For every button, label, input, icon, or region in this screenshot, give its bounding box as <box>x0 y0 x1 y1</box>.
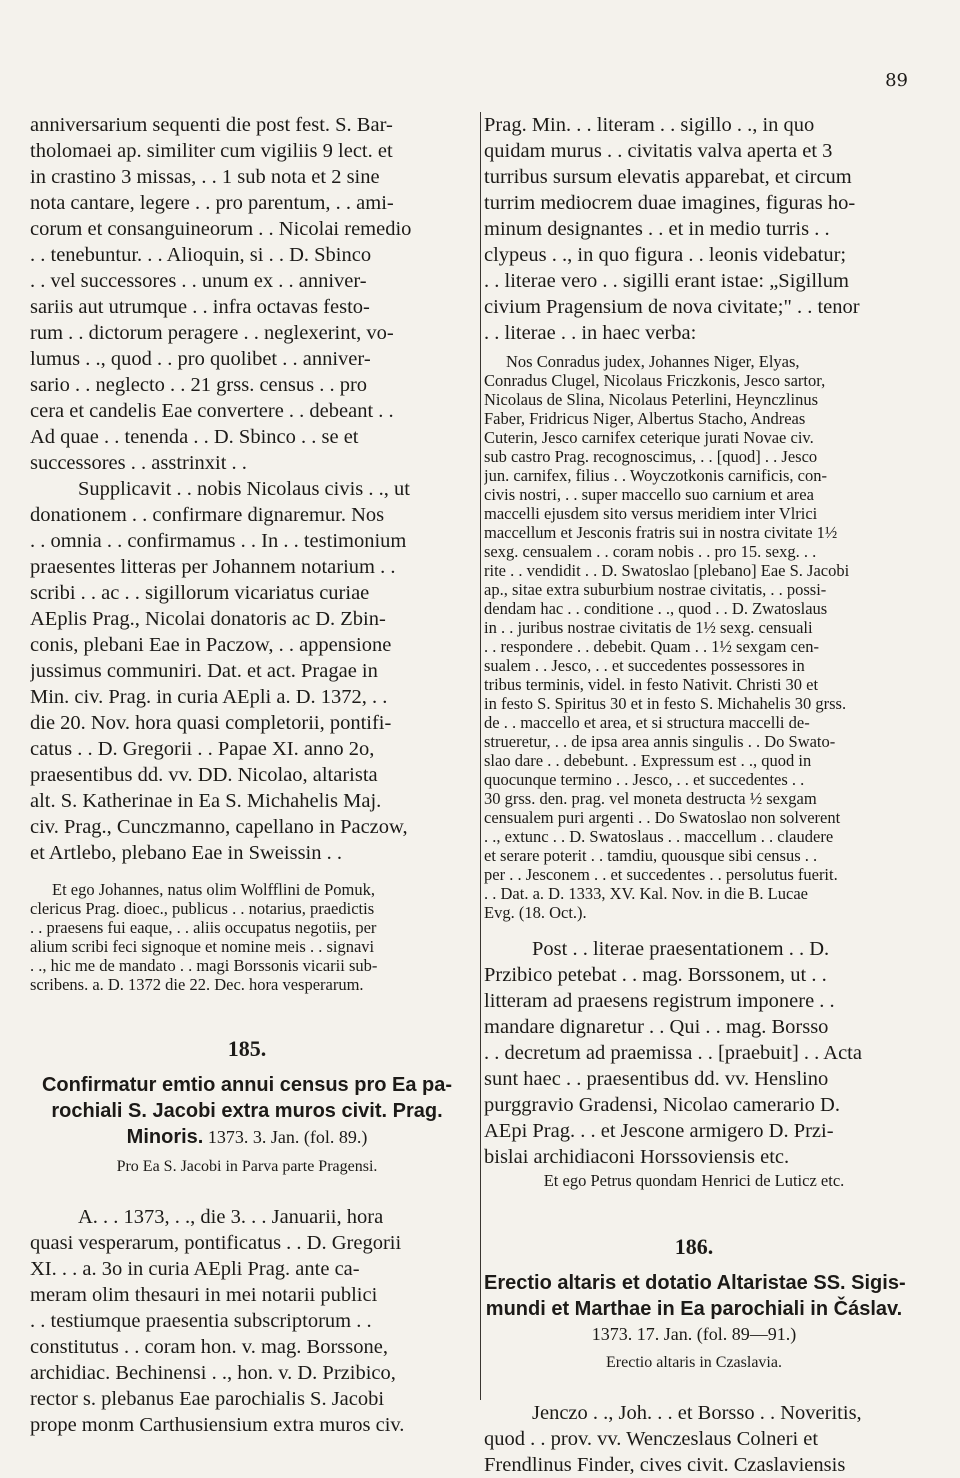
text-line: . . respondere . . debebit. Quam . . 1½ sexgam cen- <box>484 637 819 656</box>
text-line: . . literae vero . . sigilli erant istae: „Sigillum <box>484 270 849 292</box>
text-line: clypeus . ., in quo figura . . leonis videbatur; <box>484 244 847 266</box>
text-line: successores . . asstrinxit . . <box>30 452 247 474</box>
doc-185-title-line: Minoris. <box>126 1126 204 1148</box>
text-line: turribus sursum elevatis apparebat, et circum <box>484 166 852 188</box>
text-line: ap., sitae extra suburbium nostrae civitatis, . . possi- <box>484 580 827 599</box>
doc-186-title <box>484 1270 904 1322</box>
text-line: A. . . 1373, . ., die 3. . . Januarii, hora <box>78 1206 384 1228</box>
text-line: et Artlebo, plebano Eae in Sweissin . . <box>30 842 342 864</box>
text-line: sariis aut utrumque . . infra octavas festo- <box>30 296 370 318</box>
doc-186-date: 1373. 17. Jan. (fol. 89—91.) <box>591 1324 797 1344</box>
text-line: AEplis Prag., Nicolai donatoris ac D. Zbin- <box>30 608 386 630</box>
text-line: quasi vesperarum, pontificatus . . D. Gregorii <box>30 1232 402 1254</box>
text-line: Nos Conradus judex, Johannes Niger, Elyas, <box>506 352 800 371</box>
text-line: quocunque termino . . Jesco, . . et succedentes . . <box>484 770 805 789</box>
right-column <box>484 112 904 1478</box>
text-line: quidam murus . . civitatis valva aperta et 3 <box>484 140 833 162</box>
text-line: censualem puri argenti . . Do Swatoslao non solverent <box>484 808 841 827</box>
text-line: . . literae . . in haec verba: <box>484 322 697 344</box>
text-line: rum . . dictorum peragere . . neglexerint, vo- <box>30 322 394 344</box>
text-line: . . praesens fui eaque, . . aliis occupatus negotiis, per <box>30 918 377 937</box>
doc-185-number: 185. <box>227 1036 267 1061</box>
doc-185-title <box>30 1072 464 1124</box>
text-line: cera et candelis Eae convertere . . debeant . . <box>30 400 394 422</box>
text-line: bislai archidiaconi Horssoviensis etc. <box>484 1146 790 1168</box>
text-line: quod . . prov. vv. Wenczeslaus Colneri et <box>484 1428 819 1450</box>
text-line: civis nostri, . . super maccello suo carnium et area <box>484 485 814 504</box>
text-line: 30 grss. den. prag. vel moneta destructa ½ sexgam <box>484 789 817 808</box>
text-line: strueretur, . . de ipsa area annis singulis . . Do Swato- <box>484 732 836 751</box>
doc-185-title-line: Confirmatur emtio annui census pro Ea pa- <box>41 1074 453 1096</box>
text-line: Min. civ. Prag. in curia AEpli a. D. 1372, . . <box>30 686 388 708</box>
doc-185-subtitle: Pro Ea S. Jacobi in Parva parte Pragensi. <box>116 1158 378 1175</box>
text-line: minum designantes . . et in medio turris . . <box>484 218 830 240</box>
text-line: sario . . neglecto . . 21 grss. census . . pro <box>30 374 368 396</box>
text-line: scribens. a. D. 1372 die 22. Dec. hora vesperarum. <box>30 975 364 994</box>
text-line: Faber, Fridricus Niger, Albertus Stacho, Andreas <box>484 409 806 428</box>
text-line: donationem . . confirmare dignaremur. Nos <box>30 504 385 526</box>
text-line: maccelli ejusdem sito versus meridiem inter Vlrici <box>484 504 818 523</box>
text-line: praesentibus dd. vv. DD. Nicolao, altarista <box>30 764 378 786</box>
text-line: mandare dignaretur . . Qui . . mag. Borsso <box>484 1016 829 1038</box>
text-line: et serare poterit . . tamdiu, quousque sibi census . . <box>484 846 818 865</box>
text-line: alium scribi feci signoque et nomine meis . . signavi <box>30 937 375 956</box>
doc-186-title-line: Erectio altaris et dotatio Altaristae SS. Sigis- <box>484 1272 906 1294</box>
text-line: sualem . . Jesco, . . et succedentes possessores in <box>484 656 805 675</box>
text-line: Jenczo . ., Joh. . . et Borsso . . Noveritis, <box>532 1402 862 1424</box>
text-line: sexg. censualem . . coram nobis . . pro 15. sexg. . . <box>484 542 817 561</box>
text-line: meram olim thesauri in mei notarii publici <box>30 1284 378 1306</box>
text-line: civ. Prag., Cunczmanno, capellano in Paczow, <box>30 816 408 838</box>
text-line: prope monm Carthusiensium extra muros civ. <box>30 1414 405 1436</box>
post-text <box>484 936 904 1170</box>
text-line: scribi . . ac . . sigillorum vicariatus curiae <box>30 582 370 604</box>
text-line: jussimus communiri. Dat. et act. Pragae in <box>30 660 378 682</box>
text-line: . . tenebuntur. . . Alioquin, si . . D. Sbinco <box>30 244 372 266</box>
text-line: Frendlinus Finder, cives civit. Czaslaviensis <box>484 1454 846 1476</box>
quoted-charter <box>484 352 904 922</box>
text-line: Post . . literae praesentationem . . D. <box>532 938 830 960</box>
text-line: de . . maccello et area, et si structura maccelli de- <box>484 713 810 732</box>
text-line: corum et consanguineorum . . Nicolai remedio <box>30 218 412 240</box>
text-line: purggravio Gradensi, Nicolao camerario D. <box>484 1094 840 1116</box>
text-line: Przibico petebat . . mag. Borssonem, ut . . <box>484 964 827 986</box>
doc-186-number: 186. <box>674 1234 714 1259</box>
right-main-text <box>484 112 904 346</box>
supplicavit-text <box>30 476 464 866</box>
text-line: per . . Jesconem . . et succedentes . . persolutus fuerit. <box>484 865 838 884</box>
doc-185-date-line <box>30 1124 464 1150</box>
text-line: jun. carnifex, filius . . Woyczotkonis carnificis, con- <box>484 466 827 485</box>
text-line: tholomaei ap. similiter cum vigiliis 9 lect. et <box>30 140 393 162</box>
text-line: catus . . D. Gregorii . . Papae XI. anno 2o, <box>30 738 375 760</box>
text-line: praesentes litteras per Johannem notarium . . <box>30 556 396 578</box>
text-line: tribus terminis, videl. in festo Nativit. Christi 30 et <box>484 675 819 694</box>
text-line: AEpi Prag. . . et Jescone armigero D. Przi- <box>484 1120 834 1142</box>
text-line: . . Dat. a. D. 1333, XV. Kal. Nov. in die B. Lucae <box>484 884 808 903</box>
text-line: civium Pragensium de nova civitate;" . . tenor <box>484 296 860 318</box>
text-line: conis, plebani Eae in Paczow, . . appensione <box>30 634 392 656</box>
text-line: alt. S. Katherinae in Ea S. Michahelis Maj. <box>30 790 382 812</box>
text-line: rector s. plebanus Eae parochialis S. Jacobi <box>30 1388 385 1410</box>
text-line: sub castro Prag. recognoscimus, . . [quod] . . Jesco <box>484 447 818 466</box>
text-line: . . testiumque praesentia subscriptorum . . <box>30 1310 372 1332</box>
text-line: die 20. Nov. hora quasi completorii, pontifi- <box>30 712 392 734</box>
text-line: nota cantare, legere . . pro parentum, . . ami- <box>30 192 394 214</box>
left-main-text <box>30 112 464 476</box>
text-line: in festo S. Spiritus 30 et in festo S. Michahelis 30 grss. <box>484 694 847 713</box>
text-line: . . vel successores . . unum ex . . anniver- <box>30 270 367 292</box>
doc-186-subtitle: Erectio altaris in Czaslavia. <box>606 1354 782 1371</box>
doc-185-text <box>30 1204 464 1438</box>
page-number: 89 <box>885 70 908 91</box>
text-line: in crastino 3 missas, . . 1 sub nota et 2 sine <box>30 166 380 188</box>
text-line: Supplicavit . . nobis Nicolaus civis . ., ut <box>78 478 410 500</box>
doc-185-date: 1373. 3. Jan. (fol. 89.) <box>207 1127 368 1147</box>
text-line: Conradus Clugel, Nicolaus Friczkonis, Jesco sartor, <box>484 371 826 390</box>
text-line: archidiac. Bechinensi . ., hon. v. D. Przibico, <box>30 1362 396 1384</box>
signature: Et ego Petrus quondam Henrici de Luticz etc. <box>543 1171 845 1190</box>
column-divider <box>480 112 481 1400</box>
text-line: anniversarium sequenti die post fest. S. Bar- <box>30 114 393 136</box>
text-line: in . . juribus nostrae civitatis de 1½ sexg. censuali <box>484 618 813 637</box>
text-line: XI. . . a. 3o in curia AEpli Prag. ante ca- <box>30 1258 360 1280</box>
text-line: dendam hac . . conditione . ., quod . . D. Zwatoslaus <box>484 599 828 618</box>
text-line: Cuterin, Jesco carnifex ceterique jurati Novae civ. <box>484 428 814 447</box>
text-line: maccellum et Jesconis fratris sui in nostra civitate 1½ <box>484 523 838 542</box>
text-line: turrim mediocrem duae imagines, figuras ho- <box>484 192 856 214</box>
text-line: . . omnia . . confirmamus . . In . . testimonium <box>30 530 407 552</box>
text-line: Et ego Johannes, natus olim Wolfflini de Pomuk, <box>52 880 375 899</box>
text-line: Evg. (18. Oct.). <box>484 903 587 922</box>
text-line: sunt haec . . praesentibus dd. vv. Henslino <box>484 1068 829 1090</box>
text-line: constitutus . . coram hon. v. mag. Borssone, <box>30 1336 388 1358</box>
text-line: . ., hic me de mandato . . magi Borssonis vicarii sub- <box>30 956 378 975</box>
text-line: slao dare . . debebunt. . Expressum est . ., quod in <box>484 751 812 770</box>
doc-186-title-line: mundi et Marthae in Ea parochiali in Čáslav. <box>485 1298 903 1320</box>
text-line: clericus Prag. dioec., publicus . . notarius, praedictis <box>30 899 375 918</box>
text-line: Ad quae . . tenenda . . D. Sbinco . . se et <box>30 426 359 448</box>
text-line: Prag. Min. . . literam . . sigillo . ., in quo <box>484 114 815 136</box>
text-line: litteram ad praesens registrum imponere . . <box>484 990 835 1012</box>
text-line: rite . . vendidit . . D. Swatoslao [plebano] Eae S. Jacobi <box>484 561 850 580</box>
notary-note <box>30 880 464 994</box>
text-line: Nicolaus de Slina, Nicolaus Peterlini, Heynczlinus <box>484 390 819 409</box>
text-line: . . decretum ad praemissa . . [praebuit] . . Acta <box>484 1042 862 1064</box>
text-line: . ., extunc . . D. Swatoslaus . . maccellum . . claudere <box>484 827 834 846</box>
doc-186-text <box>484 1400 904 1478</box>
doc-185-title-line: rochiali S. Jacobi extra muros civit. Prag. <box>51 1100 443 1122</box>
text-line: lumus . ., quod . . pro quolibet . . anniver- <box>30 348 371 370</box>
left-column <box>30 112 464 1438</box>
